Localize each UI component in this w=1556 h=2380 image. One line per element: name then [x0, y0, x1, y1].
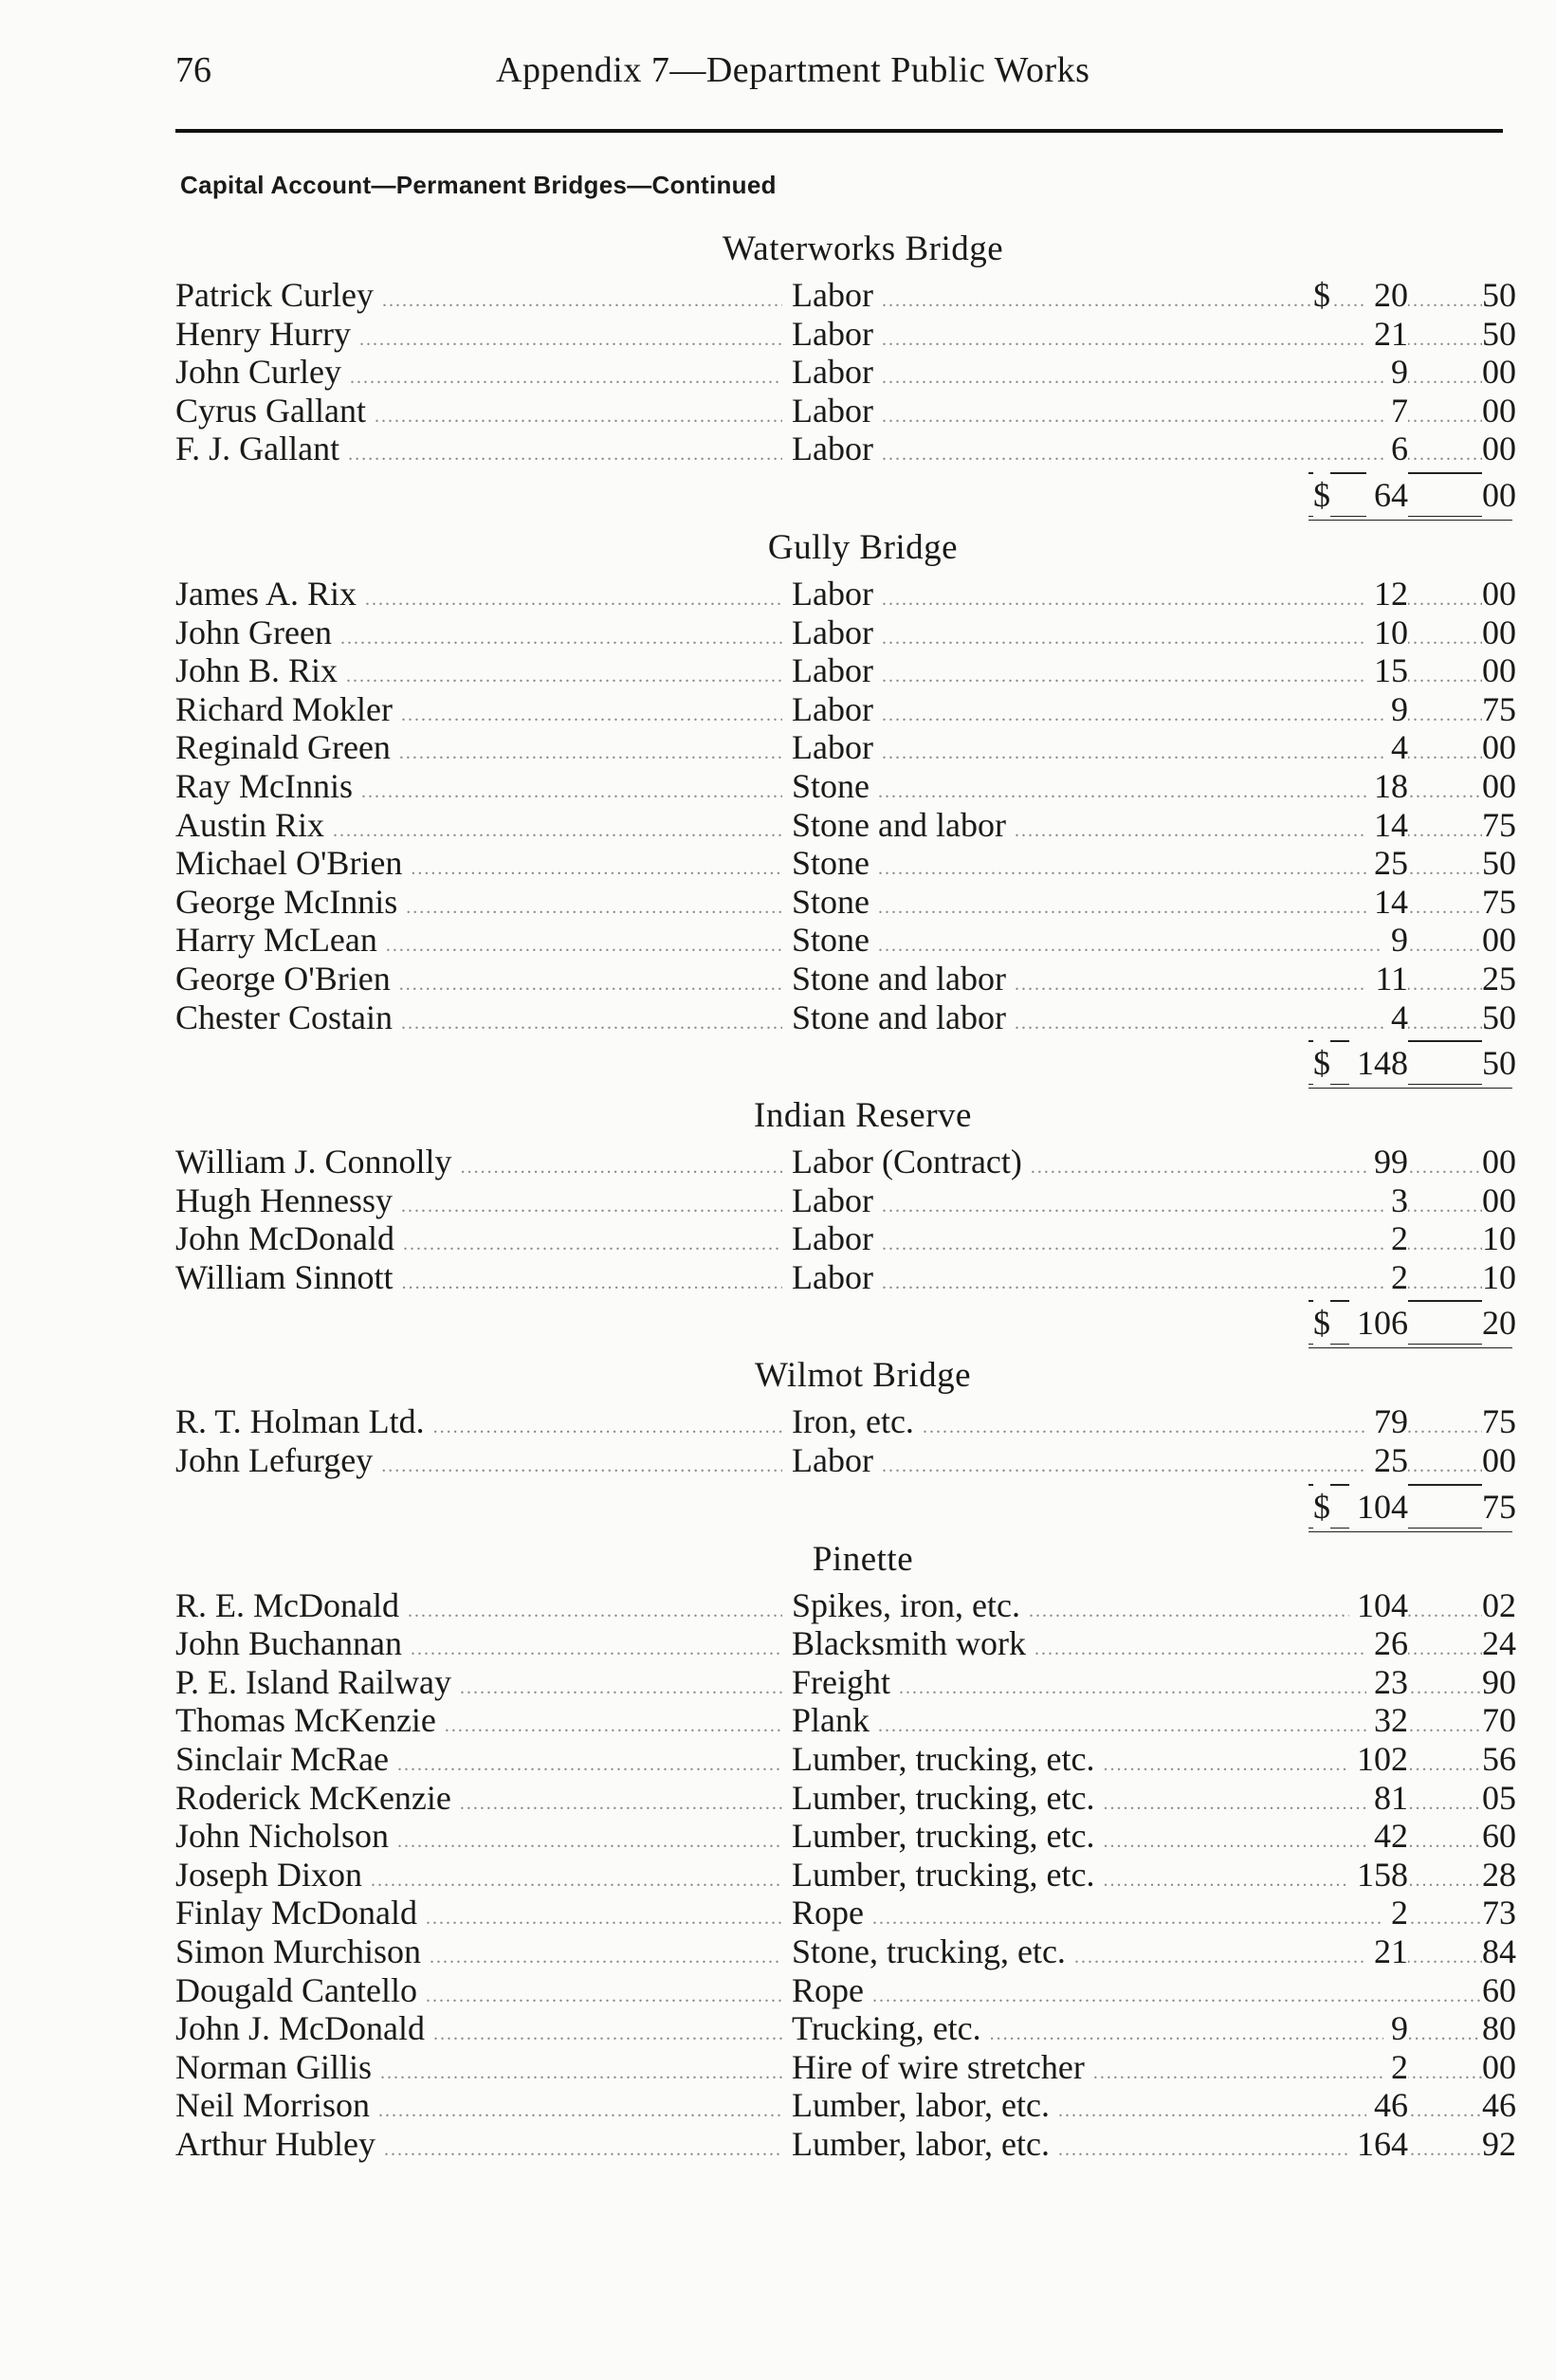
item-description-text: Labor — [792, 276, 873, 314]
payee-name — [175, 1624, 782, 1669]
item-description-text: Labor — [792, 574, 873, 613]
table-row — [175, 882, 1516, 922]
running-title: Appendix 7—Department Public Works — [496, 50, 1090, 90]
amount-cents: 02 — [1482, 1586, 1539, 1625]
amount-dollars: 6 — [1383, 430, 1408, 468]
item-description — [792, 921, 1484, 965]
amount-dollars: 4 — [1383, 998, 1408, 1037]
table-row — [175, 1181, 1516, 1220]
amount-dollars: 46 — [1366, 2086, 1408, 2125]
item-description — [792, 2048, 1484, 2093]
item-description-text: Labor — [792, 1219, 873, 1258]
section-total — [175, 468, 1516, 522]
table-row — [175, 651, 1516, 690]
item-description-text: Blacksmith work — [792, 1624, 1026, 1663]
total-dollars: 106 — [1349, 1298, 1408, 1347]
table-row — [175, 1219, 1516, 1258]
amount-cents: 00 — [1482, 921, 1539, 960]
amount-dollars: 25 — [1366, 1441, 1408, 1480]
section-title: Gully Bridge — [767, 527, 959, 567]
amount-cents: 90 — [1482, 1663, 1539, 1702]
amount-dollars: 15 — [1366, 651, 1408, 690]
item-description-text: Labor — [792, 613, 873, 651]
amount-cents: 05 — [1482, 1779, 1539, 1818]
payee-name — [175, 767, 782, 812]
table-row — [175, 613, 1516, 652]
payee-name — [175, 1971, 782, 2016]
table-row — [175, 766, 1516, 806]
table-row — [175, 1662, 1516, 1702]
payee-name-text: Finlay McDonald — [175, 1894, 417, 1932]
total-dollars: 148 — [1349, 1038, 1408, 1088]
page-header — [175, 49, 1503, 106]
item-description-text: Hire of wire stretcher — [792, 2047, 1085, 2086]
payee-name — [175, 690, 782, 735]
payee-name-text: William Sinnott — [175, 1257, 394, 1296]
account-table — [175, 223, 1516, 2164]
section-2-entries — [175, 1143, 1516, 1296]
table-row — [175, 1894, 1516, 1932]
amount-cents: 46 — [1482, 2086, 1539, 2125]
section-total — [175, 1480, 1516, 1533]
amount-dollars: 10 — [1366, 613, 1408, 652]
item-description — [792, 1219, 1484, 1264]
amount-cents: 73 — [1482, 1894, 1539, 1932]
item-description-text: Lumber, trucking, etc. — [792, 1778, 1095, 1817]
amount-dollars: 14 — [1366, 883, 1408, 922]
payee-name-text: R. E. McDonald — [175, 1585, 399, 1624]
amount-cents: 50 — [1482, 315, 1539, 354]
payee-name-text: Norman Gillis — [175, 2047, 372, 2086]
payee-name-text: George McInnis — [175, 882, 398, 921]
item-description-text: Stone — [792, 844, 870, 883]
item-description — [792, 1258, 1484, 1303]
table-row — [175, 959, 1516, 998]
payee-name-text: George O'Brien — [175, 959, 391, 998]
payee-name — [175, 2048, 782, 2093]
item-description-text: Stone and labor — [792, 959, 1006, 998]
amount-cents: 00 — [1482, 353, 1539, 392]
dollar-sign: $ — [1313, 1482, 1330, 1531]
amount-cents: 00 — [1482, 1181, 1539, 1220]
item-description-text: Rope — [792, 1894, 864, 1932]
item-description-text: Stone — [792, 882, 870, 921]
item-description-text: Stone — [792, 921, 870, 960]
total-dollars: 64 — [1366, 470, 1408, 520]
table-row — [175, 1740, 1516, 1779]
payee-name — [175, 1441, 782, 1486]
payee-name — [175, 2009, 782, 2054]
payee-name — [175, 806, 782, 851]
amount-cents: 75 — [1482, 1402, 1539, 1441]
item-description — [792, 353, 1484, 397]
amount-dollars: 9 — [1383, 353, 1408, 392]
amount-dollars: 2 — [1383, 2048, 1408, 2087]
amount-dollars: 23 — [1366, 1663, 1408, 1702]
payee-name — [175, 1143, 782, 1187]
amount-cents: 80 — [1482, 2009, 1539, 2048]
payee-name-text: John B. Rix — [175, 651, 339, 690]
table-row — [175, 1855, 1516, 1895]
section-title: Waterworks Bridge — [722, 229, 1004, 268]
item-description-text: Lumber, labor, etc. — [792, 2124, 1051, 2163]
item-description-text: Labor — [792, 1257, 873, 1296]
table-row — [175, 998, 1516, 1037]
table-row — [175, 1257, 1516, 1297]
dollar-sign: $ — [1313, 470, 1330, 520]
table-row — [175, 2124, 1516, 2164]
item-description-text: Lumber, trucking, etc. — [792, 1855, 1095, 1894]
payee-name — [175, 1856, 782, 1900]
amount-dollars: 20 — [1366, 276, 1408, 315]
amount-cents: 00 — [1482, 430, 1539, 468]
payee-name-text: Reginald Green — [175, 728, 391, 767]
section-subheading: Capital Account—Permanent Bridges—Continued — [180, 171, 777, 199]
table-row — [175, 689, 1516, 729]
amount-cents: 00 — [1482, 392, 1539, 430]
payee-name — [175, 1817, 782, 1861]
payee-name-text: John J. McDonald — [175, 2009, 425, 2048]
payee-name — [175, 1701, 782, 1746]
amount-dollars: 18 — [1366, 767, 1408, 806]
payee-name — [175, 1586, 782, 1631]
payee-name — [175, 1779, 782, 1823]
section-0-entries — [175, 276, 1516, 468]
item-description-text: Stone and labor — [792, 805, 1006, 844]
amount-cents: 10 — [1482, 1219, 1539, 1258]
amount-dollars: 12 — [1366, 575, 1408, 613]
amount-cents: 00 — [1482, 1441, 1539, 1480]
total-dollars: 104 — [1349, 1482, 1408, 1531]
payee-name-text: Cyrus Gallant — [175, 391, 366, 430]
payee-name — [175, 353, 782, 397]
dollar-sign: $ — [1313, 1038, 1330, 1088]
amount-dollars: 158 — [1349, 1856, 1408, 1895]
item-description-text: Labor (Contract) — [792, 1143, 1022, 1181]
payee-name — [175, 1663, 782, 1708]
section-total — [175, 1296, 1516, 1349]
item-description-text: Labor — [792, 391, 873, 430]
item-description-text: Labor — [792, 651, 873, 690]
amount-cents: 25 — [1482, 960, 1539, 998]
item-description-text: Plank — [792, 1701, 870, 1740]
payee-name — [175, 575, 782, 619]
table-row — [175, 430, 1516, 468]
item-description-text: Labor — [792, 353, 873, 392]
payee-name-text: Chester Costain — [175, 998, 393, 1036]
amount-cents: 28 — [1482, 1856, 1539, 1895]
amount-dollars: 9 — [1383, 690, 1408, 729]
payee-name — [175, 1258, 782, 1303]
amount-cents: 00 — [1482, 575, 1539, 613]
section-title: Wilmot Bridge — [754, 1356, 971, 1396]
amount-cents: 92 — [1482, 2125, 1539, 2164]
item-description-text: Stone, trucking, etc. — [792, 1932, 1066, 1970]
total-cents: 50 — [1482, 1038, 1539, 1088]
amount-cents: 00 — [1482, 767, 1539, 806]
table-row — [175, 1624, 1516, 1663]
payee-name-text: Michael O'Brien — [175, 844, 403, 883]
table-row — [175, 353, 1516, 392]
item-description-text: Labor — [792, 689, 873, 728]
section-title: Pinette — [812, 1539, 914, 1579]
payee-name-text: F. J. Gallant — [175, 430, 340, 468]
payee-name — [175, 1894, 782, 1938]
page-number: 76 — [175, 50, 211, 90]
payee-name — [175, 728, 782, 773]
payee-name — [175, 883, 782, 927]
amount-dollars: 14 — [1366, 806, 1408, 845]
table-row — [175, 1778, 1516, 1818]
table-row — [175, 2047, 1516, 2087]
amount-cents: 75 — [1482, 883, 1539, 922]
amount-cents: 00 — [1482, 613, 1539, 652]
table-row — [175, 1143, 1516, 1181]
total-cents: 75 — [1482, 1482, 1539, 1531]
amount-dollars: 21 — [1366, 315, 1408, 354]
item-description-text: Lumber, labor, etc. — [792, 2086, 1051, 2125]
item-description — [792, 728, 1484, 773]
amount-cents: 50 — [1482, 998, 1539, 1037]
table-row — [175, 314, 1516, 354]
payee-name-text: R. T. Holman Ltd. — [175, 1402, 425, 1441]
table-row — [175, 728, 1516, 767]
amount-dollars: 2 — [1383, 1894, 1408, 1932]
payee-name — [175, 2125, 782, 2169]
amount-dollars: 4 — [1383, 728, 1408, 767]
table-row — [175, 1970, 1516, 2010]
amount-dollars: 102 — [1349, 1740, 1408, 1779]
payee-name-text: Ray McInnis — [175, 766, 353, 805]
item-description — [792, 998, 1484, 1043]
section-3-entries — [175, 1402, 1516, 1480]
payee-name — [175, 430, 782, 474]
item-description-text: Labor — [792, 1181, 873, 1219]
payee-name-text: Roderick McKenzie — [175, 1778, 451, 1817]
amount-dollars: 26 — [1366, 1624, 1408, 1663]
payee-name-text: Richard Mokler — [175, 689, 393, 728]
amount-dollars: 32 — [1366, 1701, 1408, 1740]
amount-dollars: 2 — [1383, 1219, 1408, 1258]
amount-dollars: 11 — [1367, 960, 1408, 998]
table-row — [175, 1817, 1516, 1856]
amount-cents: 50 — [1482, 276, 1539, 315]
amount-cents: 75 — [1482, 806, 1539, 845]
amount-dollars: 99 — [1366, 1143, 1408, 1181]
payee-name-text: John Buchannan — [175, 1624, 402, 1663]
amount-cents: 00 — [1482, 651, 1539, 690]
item-description-text: Labor — [792, 430, 873, 468]
payee-name-text: Joseph Dixon — [175, 1855, 362, 1894]
item-description-text: Lumber, trucking, etc. — [792, 1740, 1095, 1779]
table-row — [175, 1585, 1516, 1625]
amount-cents: 10 — [1482, 1258, 1539, 1297]
amount-dollars: 81 — [1366, 1779, 1408, 1818]
item-description-text: Labor — [792, 314, 873, 353]
section-total — [175, 1036, 1516, 1089]
payee-name — [175, 960, 782, 1004]
item-description — [792, 1181, 1484, 1226]
payee-name — [175, 844, 782, 888]
item-description — [792, 1971, 1484, 2016]
payee-name-text: P. E. Island Railway — [175, 1662, 451, 1701]
table-row — [175, 391, 1516, 430]
total-cents: 20 — [1482, 1298, 1539, 1347]
item-description — [792, 690, 1484, 735]
amount-cents: 00 — [1482, 728, 1539, 767]
payee-name-text: Neil Morrison — [175, 2086, 370, 2125]
table-row — [175, 1701, 1516, 1740]
payee-name-text: Sinclair McRae — [175, 1740, 389, 1779]
table-row — [175, 1441, 1516, 1480]
amount-dollars: 79 — [1366, 1402, 1408, 1441]
table-row — [175, 2009, 1516, 2048]
payee-name-text: John Curley — [175, 353, 341, 392]
item-description-text: Lumber, trucking, etc. — [792, 1817, 1095, 1856]
table-row — [175, 921, 1516, 960]
table-row — [175, 844, 1516, 883]
item-description-text: Iron, etc. — [792, 1402, 914, 1441]
amount-dollars: 9 — [1383, 2009, 1408, 2048]
item-description — [792, 2009, 1484, 2054]
item-description — [792, 392, 1484, 436]
payee-name-text: Austin Rix — [175, 805, 325, 844]
section-title: Indian Reserve — [754, 1096, 972, 1136]
payee-name — [175, 1402, 782, 1447]
payee-name-text: Arthur Hubley — [175, 2124, 375, 2163]
amount-cents: 70 — [1482, 1701, 1539, 1740]
amount-cents: 56 — [1482, 1740, 1539, 1779]
payee-name — [175, 613, 782, 658]
payee-name — [175, 651, 782, 696]
payee-name-text: Hugh Hennessy — [175, 1181, 393, 1219]
table-row — [175, 1932, 1516, 1971]
payee-name-text: William J. Connolly — [175, 1143, 452, 1181]
item-description-text: Stone and labor — [792, 998, 1006, 1036]
amount-cents: 75 — [1482, 690, 1539, 729]
dollar-sign: $ — [1313, 276, 1330, 314]
item-description-text: Freight — [792, 1662, 890, 1701]
amount-dollars: 3 — [1383, 1181, 1408, 1220]
amount-cents: 50 — [1482, 844, 1539, 883]
payee-name-text: Dougald Cantello — [175, 1970, 417, 2009]
item-description-text: Labor — [792, 1441, 873, 1480]
amount-cents: 24 — [1482, 1624, 1539, 1663]
amount-cents: 60 — [1482, 1817, 1539, 1856]
amount-dollars: 25 — [1366, 844, 1408, 883]
payee-name — [175, 998, 782, 1043]
amount-cents: 00 — [1482, 2048, 1539, 2087]
table-row — [175, 2086, 1516, 2125]
item-description-text: Labor — [792, 728, 873, 767]
payee-name — [175, 1740, 782, 1785]
item-description-text: Rope — [792, 1970, 864, 2009]
payee-name-text: Thomas McKenzie — [175, 1701, 436, 1740]
amount-dollars: 164 — [1349, 2125, 1408, 2164]
section-1-entries — [175, 574, 1516, 1036]
item-description-text: Trucking, etc. — [792, 2009, 981, 2048]
amount-dollars: 7 — [1383, 392, 1408, 430]
payee-name-text: John Nicholson — [175, 1817, 389, 1856]
item-description — [792, 430, 1484, 474]
payee-name-text: John McDonald — [175, 1219, 394, 1258]
item-description-text: Spikes, iron, etc. — [792, 1585, 1020, 1624]
payee-name-text: Henry Hurry — [175, 314, 351, 353]
section-4-entries — [175, 1585, 1516, 2164]
amount-dollars: 21 — [1366, 1932, 1408, 1971]
payee-name-text: Simon Murchison — [175, 1932, 422, 1970]
payee-name-text: James A. Rix — [175, 574, 357, 613]
payee-name — [175, 2086, 782, 2131]
amount-cents: 60 — [1482, 1971, 1539, 2010]
table-row — [175, 805, 1516, 845]
amount-dollars: 104 — [1349, 1586, 1408, 1625]
table-row — [175, 574, 1516, 613]
header-rule — [175, 129, 1503, 133]
payee-name — [175, 921, 782, 965]
amount-cents: 84 — [1482, 1932, 1539, 1971]
payee-name — [175, 276, 782, 320]
payee-name — [175, 1219, 782, 1264]
payee-name-text: John Green — [175, 613, 332, 651]
table-row — [175, 1402, 1516, 1441]
amount-cents: 00 — [1482, 1143, 1539, 1181]
payee-name — [175, 392, 782, 436]
payee-name — [175, 315, 782, 359]
amount-dollars: 2 — [1383, 1258, 1408, 1297]
payee-name-text: Harry McLean — [175, 921, 377, 960]
payee-name — [175, 1932, 782, 1977]
item-description — [792, 1894, 1484, 1938]
table-row — [175, 276, 1516, 315]
payee-name-text: Patrick Curley — [175, 276, 374, 314]
payee-name — [175, 1181, 782, 1226]
amount-dollars: 42 — [1366, 1817, 1408, 1856]
dollar-sign: $ — [1313, 1298, 1330, 1347]
payee-name-text: John Lefurgey — [175, 1441, 374, 1480]
total-cents: 00 — [1482, 470, 1539, 520]
amount-dollars: 9 — [1383, 921, 1408, 960]
item-description-text: Stone — [792, 766, 870, 805]
